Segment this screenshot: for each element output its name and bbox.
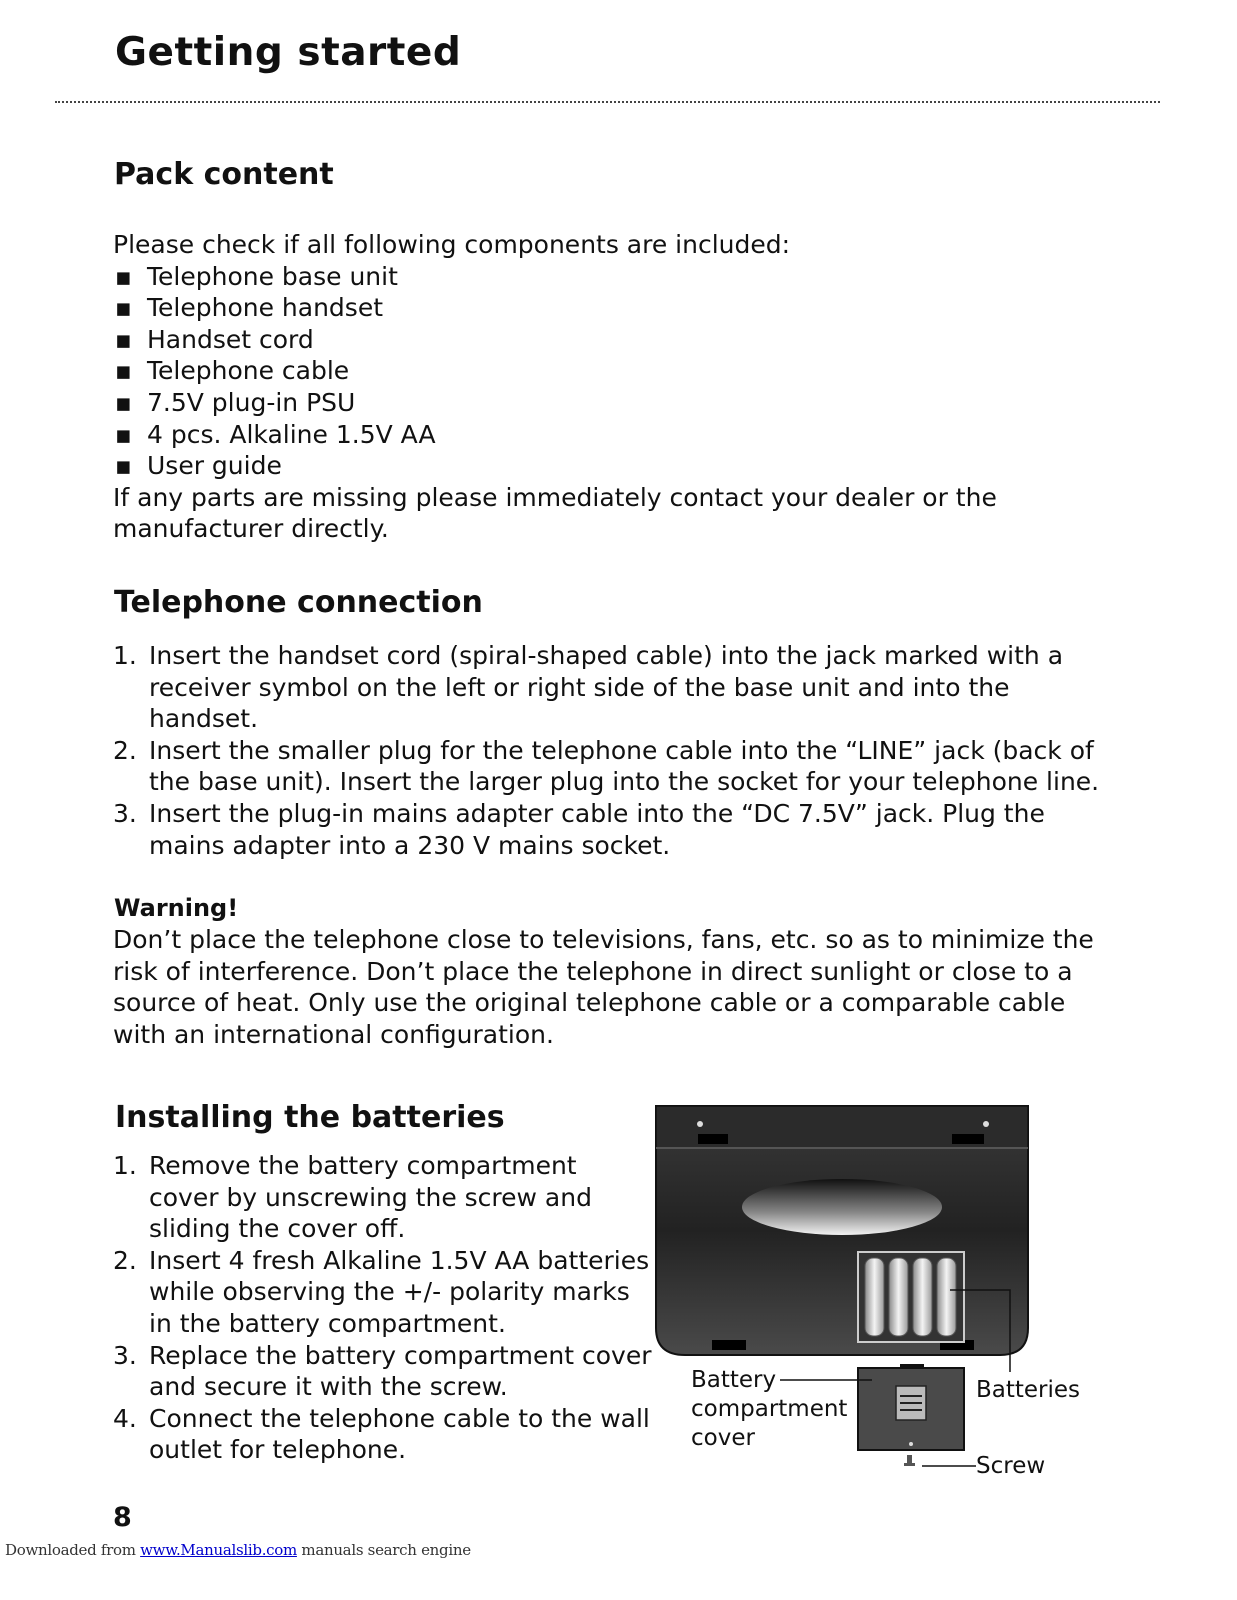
pack-content-heading: Pack content [114,157,334,192]
download-footer [5,1541,471,1559]
step-text: Insert the handset cord (spiral-shaped cable) into the jack marked with a receiver symbol on the left or right side of the base unit and into the handset. [149,641,1064,734]
connection-steps [113,640,1113,861]
step-number: 1. [113,641,137,670]
battery-icon-3 [913,1258,932,1336]
warning-text: Don’t place the telephone close to televisions, fans, etc. so as to minimize the risk of interference. Don’t place the telephone in direct sunlight or close to a source of heat. Only use the original telephone cable or a comparable cable with an international configuration. [113,925,1094,1049]
base-unit-bottom [656,1106,1028,1355]
step-number: 1. [113,1151,137,1180]
label-screw: Screw [976,1453,1046,1479]
footer-prefix: Downloaded from [5,1541,141,1559]
footer-suffix: manuals search engine [296,1541,471,1559]
pack-item [113,292,1113,324]
battery-icon-1 [865,1258,884,1336]
connection-step [113,798,1113,861]
pack-outro: If any parts are missing please immediately contact your dealer or the manufacturer directly. [113,482,997,544]
battery-step [113,1150,653,1245]
step-number: 2. [113,1245,137,1275]
pack-item-label: 4 pcs. Alkaline 1.5V AA [147,419,436,449]
pack-item-list [113,261,1113,482]
battery-step [113,1245,653,1340]
step-number: 4. [113,1403,137,1433]
pack-item [113,419,1113,451]
step-text: Remove the battery compartment cover by unscrewing the screw and sliding the cover off. [149,1151,592,1244]
step-text: Connect the telephone cable to the wall outlet for telephone. [149,1403,650,1465]
page-title: Getting started [115,30,462,75]
battery-step [113,1340,653,1403]
bullet-icon: ▪ [115,451,132,481]
bullet-icon: ▪ [115,261,132,291]
bullet-icon: ▪ [115,324,132,354]
label-batteries: Batteries [976,1377,1081,1403]
label-battery-cover: Battery compartment cover [691,1367,848,1451]
installing-batteries-heading: Installing the batteries [115,1100,505,1135]
bullet-icon: ▪ [115,387,132,417]
step-number: 3. [113,798,137,828]
pack-item-label: Telephone handset [147,293,383,323]
battery-compartment [858,1252,964,1342]
pack-item-label: Telephone cable [147,356,350,386]
dotted-divider [55,101,1160,103]
pack-item [113,261,1113,293]
connection-step [113,640,1113,735]
pack-item [113,355,1113,387]
bullet-icon: ▪ [115,356,132,386]
bullet-icon: ▪ [115,293,132,323]
pack-item [113,324,1113,356]
battery-steps [113,1150,653,1466]
step-number: 3. [113,1340,137,1370]
step-text: Insert the plug-in mains adapter cable into the “DC 7.5V” jack. Plug the mains adapter into a 230 V mains socket. [149,798,1045,860]
pack-content-section [113,229,1113,545]
battery-icon-2 [889,1258,908,1336]
connection-step [113,735,1113,798]
step-text: Insert the smaller plug for the telephone cable into the “LINE” jack (back of the base unit). Insert the larger plug into the socket for your telephone line. [149,735,1100,797]
step-text: Replace the battery compartment cover and secure it with the screw. [149,1340,652,1402]
pack-intro: Please check if all following components are included: [113,230,791,259]
telephone-connection-heading: Telephone connection [114,585,483,620]
pack-item-label: 7.5V plug-in PSU [147,387,356,417]
battery-cover [858,1364,964,1450]
battery-step [113,1403,653,1466]
page-number: 8 [113,1502,132,1533]
battery-icon-4 [937,1258,956,1336]
step-text: Insert 4 fresh Alkaline 1.5V AA batteries while observing the +/- polarity marks in the battery compartment. [149,1245,650,1338]
bullet-icon: ▪ [115,419,132,449]
step-number: 2. [113,735,137,765]
manualslib-link[interactable]: www.Manualslib.com [140,1541,297,1559]
pack-item [113,387,1113,419]
pack-item-label: Telephone base unit [147,261,398,291]
screw-icon [904,1455,915,1466]
pack-item-label: Handset cord [147,324,314,354]
pack-item [113,450,1113,482]
warning-heading: Warning! [114,894,239,922]
pack-item-label: User guide [147,451,282,481]
